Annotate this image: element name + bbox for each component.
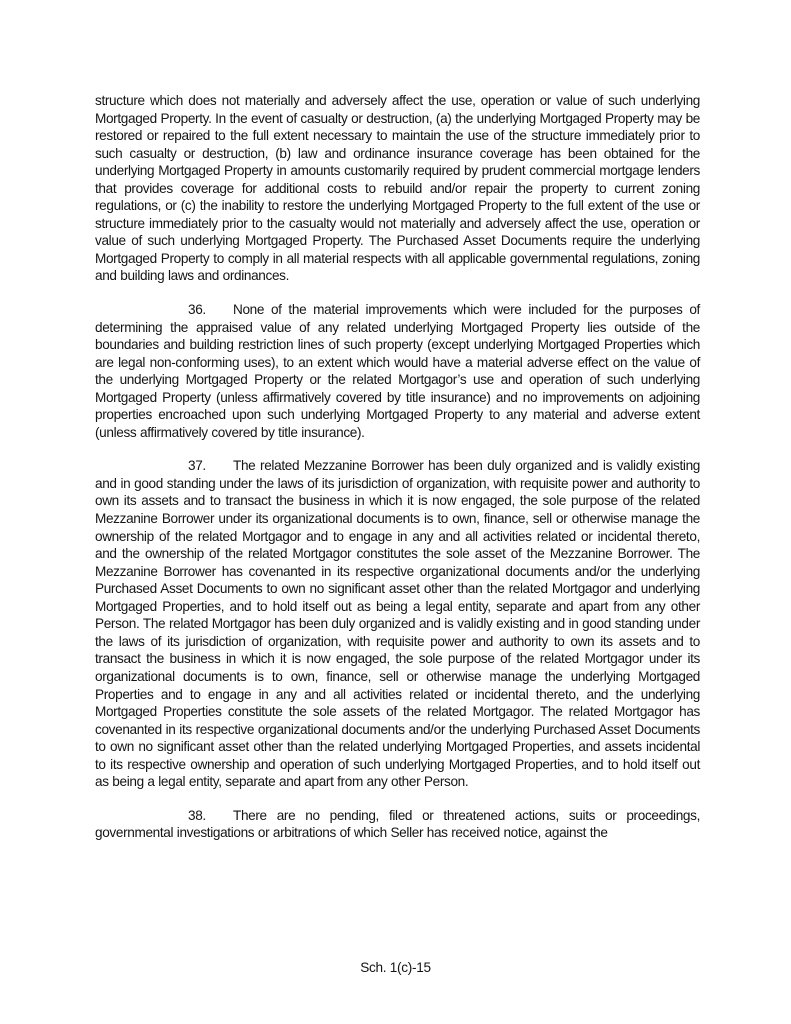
paragraph-number: 38.	[188, 807, 206, 823]
paragraph-text: structure which does not materially and adversely affect the use, operation or value of such underlying Mortgaged Property. In the event of casualty or destruction, (a) the underlying Mortgaged Property may be restored or repaired to the full extent necessary to maintain the use of the structure immediately prior to such casualty or destruction, (b) law and ordinance insurance coverage has been obtained for the underlying Mortgaged Property in amounts customarily required by prudent commercial mortgage lenders that provides coverage for additional costs to rebuild and/or repair the property to current zoning regulations, or (c) the inability to restore the underlying Mortgaged Property to the full extent of the use or structure immediately prior to the casualty would not materially and adversely affect the use, operation or value of such underlying Mortgaged Property. The Purchased Asset Documents require the underlying Mortgaged Property to comply in all material respects with all applicable governmental regulations, zoning and building laws and ordinances.	[95, 93, 700, 284]
paragraph-text: There are no pending, filed or threatened actions, suits or proceedings, governmental investigations or arbitrations of which Seller has received notice, against the	[95, 807, 700, 841]
paragraph-38	[95, 807, 700, 842]
document-page	[95, 92, 700, 858]
paragraph-text: None of the material improvements which were included for the purposes of determining the appraised value of any related underlying Mortgaged Property lies outside of the boundaries and building restriction lines of such property (except underlying Mortgaged Properties which are legal non-conforming uses), to an extent which would have a material adverse effect on the value of the underlying Mortgaged Property or the related Mortgagor’s use and operation of such underlying Mortgaged Property (unless affirmatively covered by title insurance) and no improvements on adjoining properties encroached upon such underlying Mortgaged Property to any material and adverse extent (unless affirmatively covered by title insurance).	[95, 302, 700, 440]
paragraph-number: 36.	[188, 302, 206, 318]
paragraph-text: The related Mezzanine Borrower has been duly organized and is validly existing and in good standing under the laws of its jurisdiction of organization, with requisite power and authority to own its assets and to transact the business in which it is now engaged, the sole purpose of the related Mezzanine Borrower under its organizational documents is to own, finance, sell or otherwise manage the ownership of the related Mortgagor and to engage in any and all activities related or incidental thereto, and the ownership of the related Mortgagor constitutes the sole asset of the Mezzanine Borrower. The Mezzanine Borrower has covenanted in its respective organizational documents and/or the underlying Purchased Asset Documents to own no significant asset other than the related Mortgagor and underlying Mortgaged Properties, and to hold itself out as being a legal entity, separate and apart from any other Person. The related Mortgagor has been duly organized and is validly existing and in good standing under the laws of its jurisdiction of organization, with requisite power and authority to own its assets and to transact the business in which it is now engaged, the sole purpose of the related Mortgagor under its organizational documents is to own, finance, sell or otherwise manage the underlying Mortgaged Properties and to engage in any and all activities related or incidental thereto, and the underlying Mortgaged Properties constitute the sole assets of the related Mortgagor. The related Mortgagor has covenanted in its respective organizational documents and/or the underlying Purchased Asset Documents to own no significant asset other than the related underlying Mortgaged Properties, and assets incidental to its respective ownership and operation of such underlying Mortgaged Properties, and to hold itself out as being a legal entity, separate and apart from any other Person.	[95, 458, 700, 790]
paragraph-36	[95, 301, 700, 441]
paragraph-number: 37.	[188, 458, 206, 474]
paragraph-continuation	[95, 92, 700, 285]
page-footer: Sch. 1(c)-15	[360, 960, 431, 975]
paragraph-37	[95, 457, 700, 790]
